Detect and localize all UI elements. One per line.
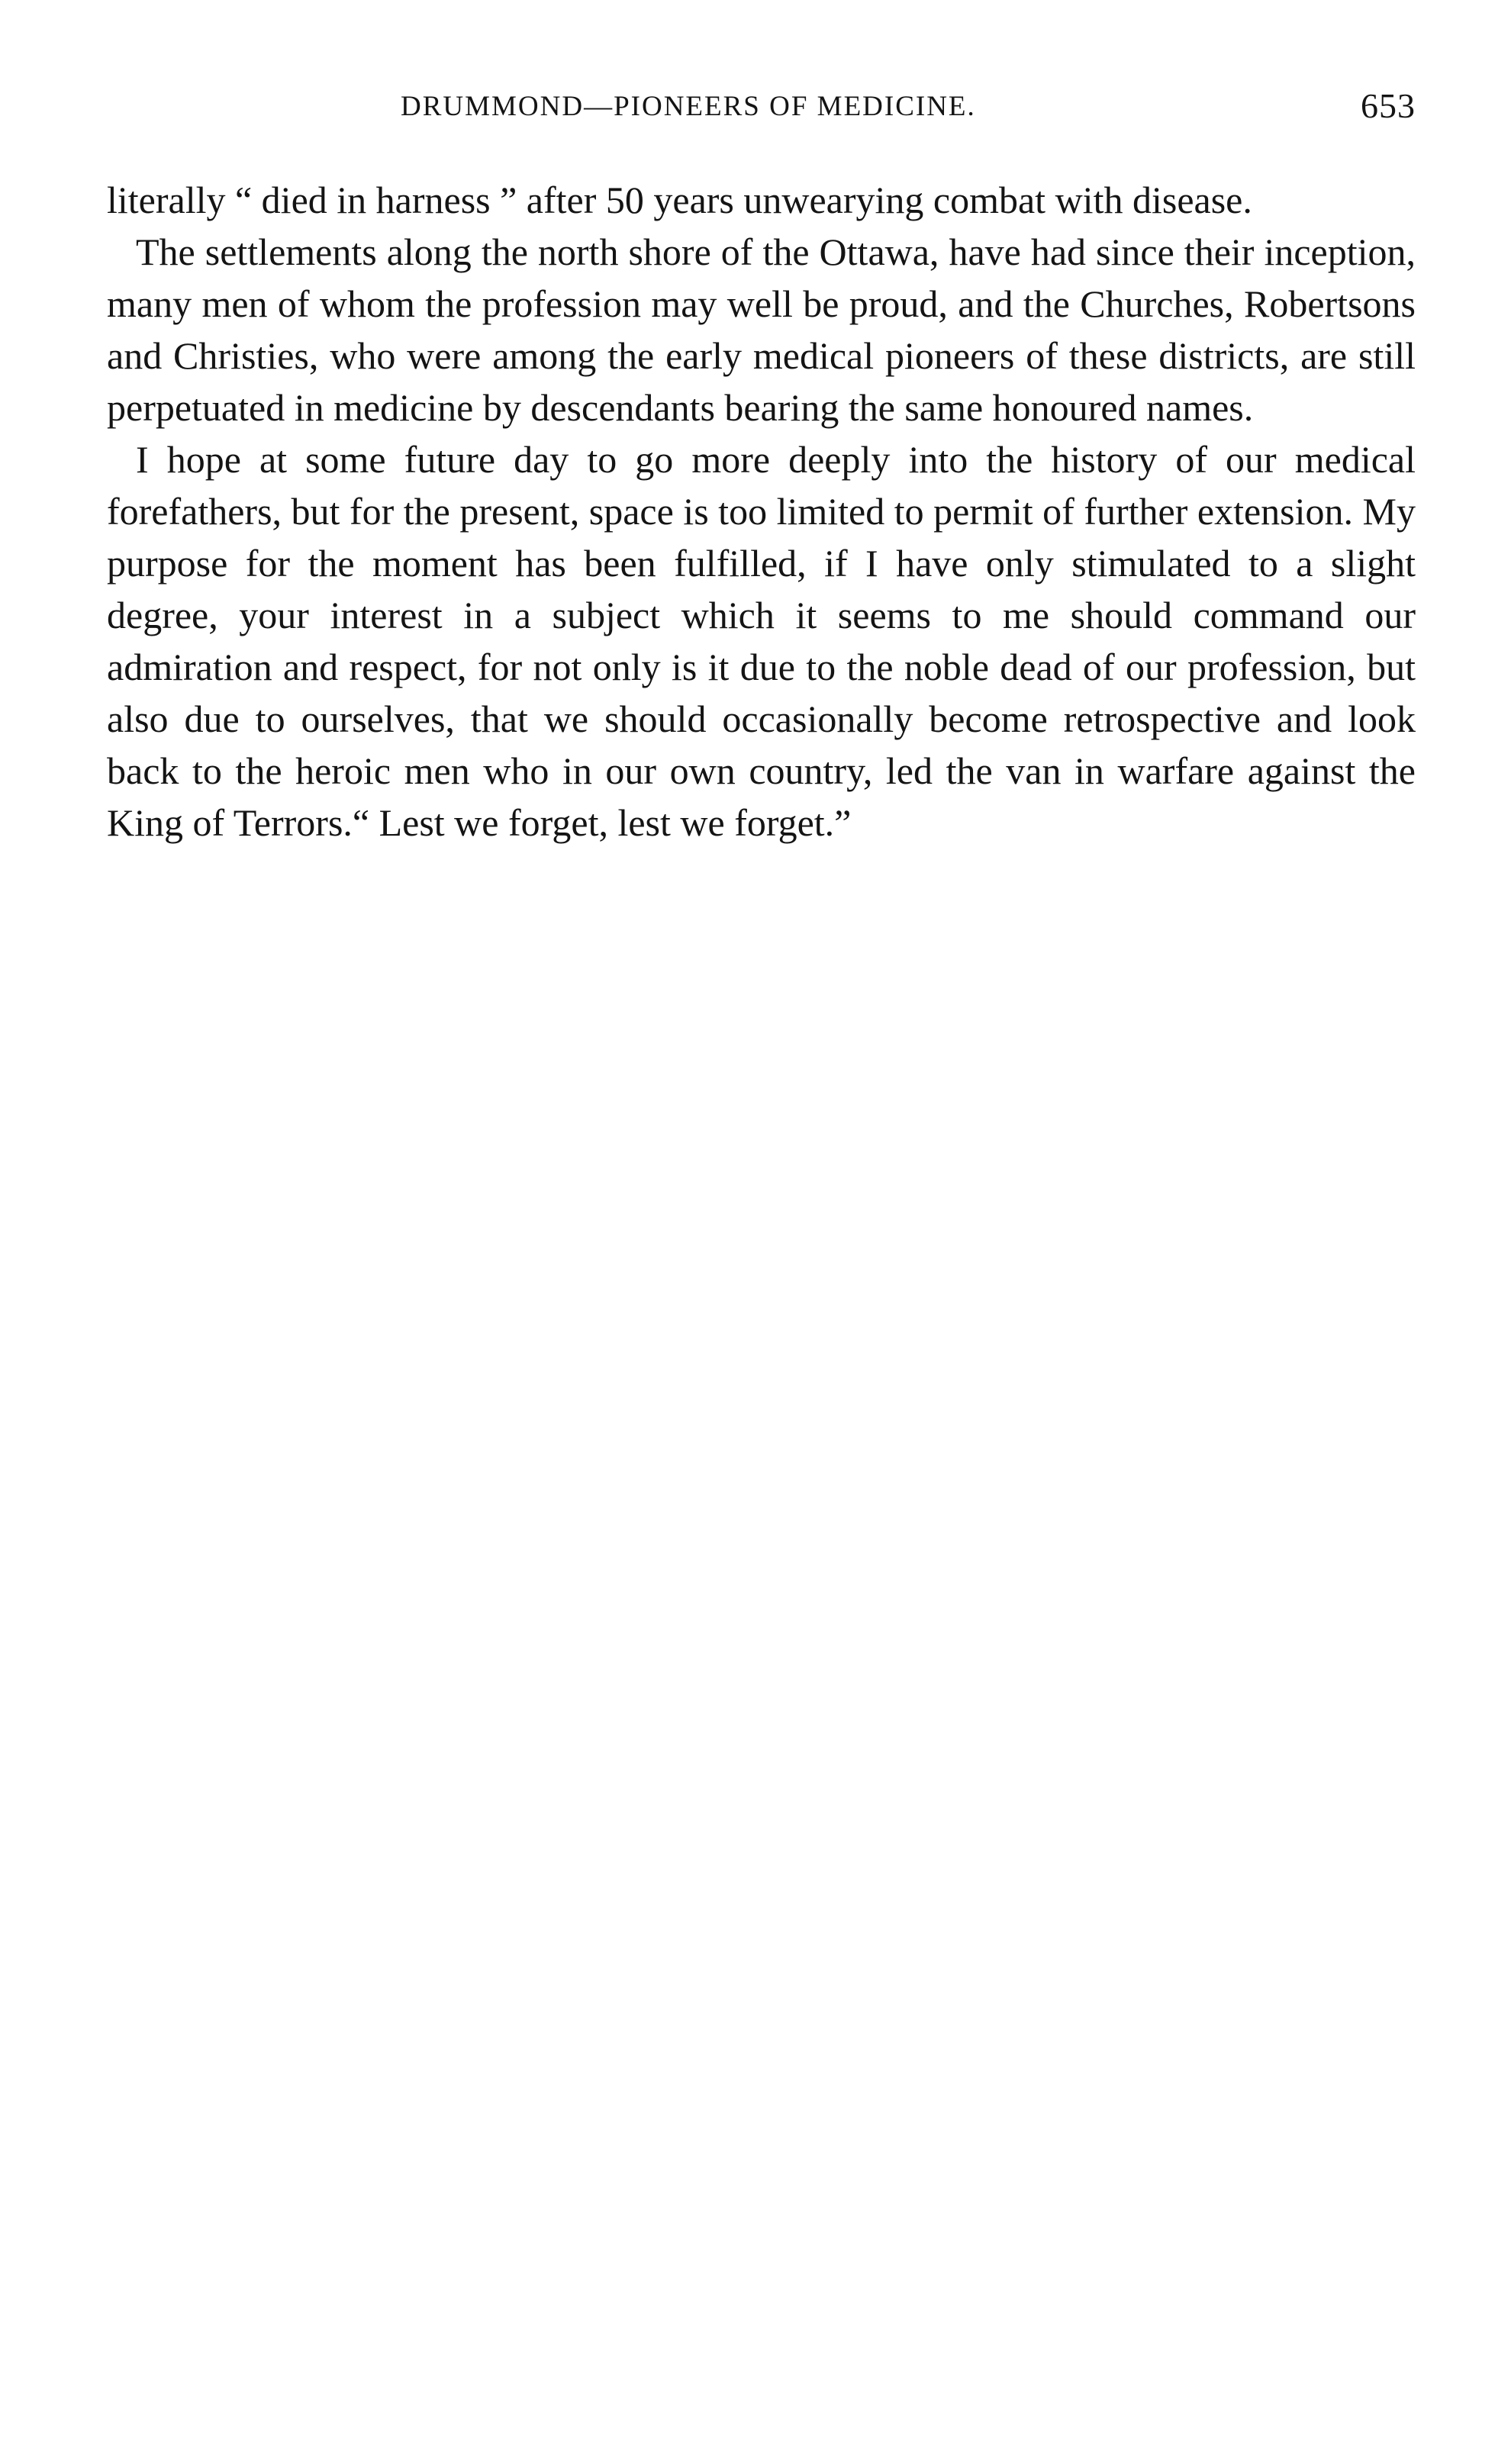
paragraph-closing: I hope at some future day to go more deeply into the history of our medical forefathers, but for the present, space is too limited to permit of further extension. My purpose for the moment has been fulfilled, if I have only stimulated to a slight degree, your interest in a subject which it seems to me should command our admiration and respect, for not only is it due to the noble dead of our profession, but also due to ourselves, that we should occasionally become retrospective and look back to the heroic men who in our own country, led the van in warfare against the King of Terrors.“ Lest we forget, lest we forget.” — [107, 438, 1416, 844]
page-number: 653 — [1361, 86, 1416, 125]
running-head — [107, 86, 1416, 136]
body-text — [107, 174, 1416, 849]
paragraph-continuation: literally “ died in harness ” after 50 years unwearying combat with disease. — [107, 179, 1252, 221]
running-title: DRUMMOND—PIONEERS OF MEDICINE. — [401, 91, 976, 122]
paragraph-ottawa-settlements: The settlements along the north shore of the Ottawa, have had since their inception, many men of whom the profession may well be proud, and the Churches, Robertsons and Christies, who were among the early medical pioneers of these districts, are still perpetuated in medicine by descendants bearing the same honoured names. — [107, 230, 1416, 429]
